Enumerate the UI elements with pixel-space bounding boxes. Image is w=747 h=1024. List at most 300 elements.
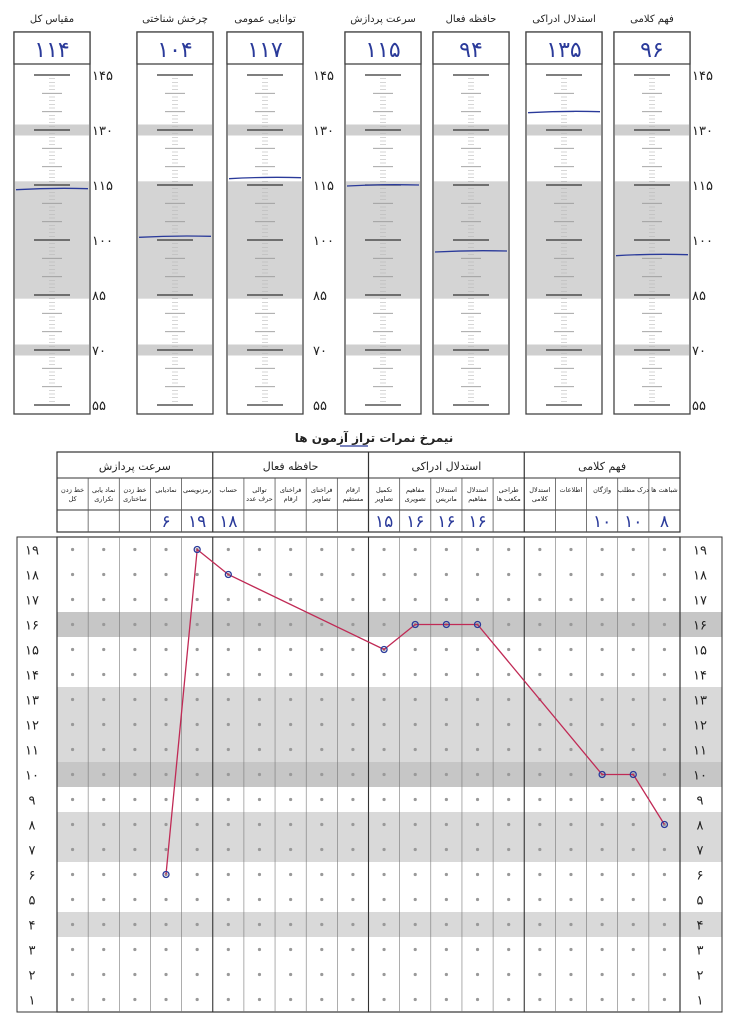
grid-dot bbox=[569, 748, 572, 751]
grid-dot bbox=[476, 948, 479, 951]
grid-dot bbox=[569, 848, 572, 851]
grid-dot bbox=[196, 573, 199, 576]
grid-dot bbox=[320, 948, 323, 951]
grid-dot bbox=[102, 948, 105, 951]
grid-dot bbox=[351, 573, 354, 576]
row-label-right: ۱۸ bbox=[693, 568, 707, 584]
grid-dot bbox=[320, 598, 323, 601]
grid-dot bbox=[164, 923, 167, 926]
row-label-right: ۸ bbox=[696, 818, 704, 834]
grid-dot bbox=[538, 648, 541, 651]
grid-dot bbox=[71, 673, 74, 676]
column-title: چرخش شناختی bbox=[142, 14, 208, 25]
grid-dot bbox=[289, 898, 292, 901]
grid-dot bbox=[538, 623, 541, 626]
grid-dot bbox=[71, 623, 74, 626]
grid-dot bbox=[258, 823, 261, 826]
row-label-right: ۱۳ bbox=[693, 693, 707, 709]
row-label-left: ۳ bbox=[28, 943, 36, 959]
grid-dot bbox=[538, 848, 541, 851]
grid-dot bbox=[258, 748, 261, 751]
grid-dot bbox=[196, 698, 199, 701]
scale-label: ۱۳۰ bbox=[692, 124, 713, 139]
grid-dot bbox=[569, 923, 572, 926]
group-title: سرعت پردازش bbox=[98, 460, 171, 473]
subtest-label: واژگان bbox=[593, 486, 612, 494]
grid-dot bbox=[351, 598, 354, 601]
column-title: حافظه فعال bbox=[445, 14, 497, 25]
column-title: سرعت پردازش bbox=[350, 14, 416, 25]
grid-dot bbox=[445, 973, 448, 976]
score-value: ۹۶ bbox=[640, 38, 664, 63]
grid-dot bbox=[414, 923, 417, 926]
row-label-right: ۱۵ bbox=[693, 643, 707, 659]
grid-dot bbox=[227, 673, 230, 676]
grid-dot bbox=[538, 548, 541, 551]
grid-dot bbox=[538, 573, 541, 576]
grid-dot bbox=[601, 973, 604, 976]
grid-dot bbox=[663, 948, 666, 951]
grid-dot bbox=[507, 648, 510, 651]
grid-dot bbox=[632, 573, 635, 576]
grid-dot bbox=[569, 548, 572, 551]
grid-dot bbox=[320, 623, 323, 626]
grid-dot bbox=[102, 923, 105, 926]
grid-dot bbox=[476, 698, 479, 701]
grid-dot bbox=[133, 623, 136, 626]
shaded-row bbox=[57, 812, 722, 862]
grid-dot bbox=[476, 773, 479, 776]
grid-dot bbox=[601, 823, 604, 826]
subtest-label: توالی حرف عدد bbox=[246, 486, 273, 503]
grid-dot bbox=[320, 748, 323, 751]
row-label-left: ۱۸ bbox=[25, 568, 39, 584]
grid-dot bbox=[258, 798, 261, 801]
grid-dot bbox=[289, 923, 292, 926]
grid-dot bbox=[71, 848, 74, 851]
grid-dot bbox=[569, 623, 572, 626]
grid-dot bbox=[164, 848, 167, 851]
grid-dot bbox=[538, 773, 541, 776]
grid-dot bbox=[102, 698, 105, 701]
grid-dot bbox=[227, 998, 230, 1001]
grid-dot bbox=[71, 573, 74, 576]
scale-label: ۷۰ bbox=[313, 344, 327, 359]
grid-dot bbox=[507, 948, 510, 951]
score-value: ۹۴ bbox=[459, 38, 483, 63]
grid-dot bbox=[382, 948, 385, 951]
grid-dot bbox=[632, 698, 635, 701]
row-label-left: ۱ bbox=[28, 993, 36, 1009]
grid-dot bbox=[164, 948, 167, 951]
grid-dot bbox=[507, 848, 510, 851]
grid-dot bbox=[569, 698, 572, 701]
grid-dot bbox=[227, 623, 230, 626]
grid-dot bbox=[476, 798, 479, 801]
grid-dot bbox=[632, 798, 635, 801]
grid-dot bbox=[382, 798, 385, 801]
grid-dot bbox=[258, 573, 261, 576]
grid-dot bbox=[382, 548, 385, 551]
grid-dot bbox=[507, 623, 510, 626]
grid-dot bbox=[601, 548, 604, 551]
column-title: فهم کلامی bbox=[630, 14, 674, 25]
grid-dot bbox=[382, 998, 385, 1001]
row-label-right: ۱۶ bbox=[693, 618, 707, 634]
subtest-label: حساب bbox=[219, 486, 238, 494]
grid-dot bbox=[476, 848, 479, 851]
grid-dot bbox=[476, 573, 479, 576]
row-label-left: ۱۶ bbox=[25, 618, 39, 634]
grid-dot bbox=[258, 648, 261, 651]
grid-dot bbox=[133, 748, 136, 751]
grid-dot bbox=[601, 923, 604, 926]
grid-dot bbox=[164, 698, 167, 701]
grid-dot bbox=[196, 748, 199, 751]
row-label-left: ۱۷ bbox=[25, 593, 39, 609]
scale-label: ۵۵ bbox=[313, 399, 327, 414]
grid-dot bbox=[663, 798, 666, 801]
grid-dot bbox=[414, 748, 417, 751]
grid-dot bbox=[133, 998, 136, 1001]
scale-label: ۱۴۵ bbox=[92, 69, 113, 84]
grid-dot bbox=[133, 973, 136, 976]
grid-dot bbox=[258, 698, 261, 701]
score-value: ۱۱۵ bbox=[365, 38, 401, 63]
score-value: ۱۰۴ bbox=[157, 38, 193, 63]
grid-dot bbox=[445, 698, 448, 701]
grid-dot bbox=[227, 923, 230, 926]
row-label-right: ۴ bbox=[696, 918, 704, 934]
grid-dot bbox=[133, 548, 136, 551]
grid-dot bbox=[507, 798, 510, 801]
row-label-left: ۱۳ bbox=[25, 693, 39, 709]
grid-dot bbox=[133, 848, 136, 851]
subtest-label: مفاهیم تصویری bbox=[404, 486, 426, 503]
grid-dot bbox=[351, 698, 354, 701]
grid-dot bbox=[102, 873, 105, 876]
row-label-left: ۹ bbox=[28, 793, 36, 809]
grid-dot bbox=[569, 948, 572, 951]
scale-label: ۸۵ bbox=[92, 289, 106, 304]
grid-dot bbox=[258, 973, 261, 976]
row-label-right: ۹ bbox=[696, 793, 704, 809]
grid-dot bbox=[445, 573, 448, 576]
row-label-right: ۲ bbox=[696, 968, 704, 984]
grid-dot bbox=[351, 898, 354, 901]
grid-dot bbox=[663, 873, 666, 876]
grid-dot bbox=[133, 573, 136, 576]
grid-dot bbox=[632, 873, 635, 876]
subtest-score: ۱۶ bbox=[406, 512, 425, 532]
grid-dot bbox=[507, 698, 510, 701]
grid-dot bbox=[71, 723, 74, 726]
grid-dot bbox=[164, 998, 167, 1001]
grid-dot bbox=[632, 998, 635, 1001]
grid-dot bbox=[351, 923, 354, 926]
grid-dot bbox=[351, 648, 354, 651]
grid-dot bbox=[351, 673, 354, 676]
grid-dot bbox=[507, 673, 510, 676]
grid-dot bbox=[507, 973, 510, 976]
grid-dot bbox=[414, 648, 417, 651]
grid-dot bbox=[289, 823, 292, 826]
grid-dot bbox=[663, 673, 666, 676]
grid-dot bbox=[382, 898, 385, 901]
scale-label: ۱۴۵ bbox=[692, 69, 713, 84]
subtest-score: ۱۰ bbox=[592, 512, 612, 532]
grid-dot bbox=[507, 598, 510, 601]
grid-dot bbox=[663, 548, 666, 551]
grid-dot bbox=[601, 698, 604, 701]
subtest-score: ۱۵ bbox=[374, 512, 394, 532]
grid-dot bbox=[196, 598, 199, 601]
grid-dot bbox=[601, 648, 604, 651]
grid-dot bbox=[227, 723, 230, 726]
grid-dot bbox=[164, 548, 167, 551]
grid-dot bbox=[164, 673, 167, 676]
scale-label: ۱۰۰ bbox=[692, 234, 713, 249]
grid-dot bbox=[102, 773, 105, 776]
grid-dot bbox=[71, 873, 74, 876]
grid-dot bbox=[164, 598, 167, 601]
grid-dot bbox=[351, 873, 354, 876]
subtest-label: استدلال ماتریس bbox=[435, 486, 457, 503]
grid-dot bbox=[227, 798, 230, 801]
grid-dot bbox=[632, 898, 635, 901]
grid-dot bbox=[102, 723, 105, 726]
grid-dot bbox=[258, 998, 261, 1001]
grid-dot bbox=[414, 823, 417, 826]
profile-title: نیمرخ نمرات تراز آزمون ها bbox=[294, 431, 454, 445]
grid-dot bbox=[414, 573, 417, 576]
shaded-row bbox=[57, 912, 722, 937]
grid-dot bbox=[289, 548, 292, 551]
grid-dot bbox=[351, 773, 354, 776]
grid-dot bbox=[569, 598, 572, 601]
grid-dot bbox=[569, 648, 572, 651]
grid-dot bbox=[382, 748, 385, 751]
grid-dot bbox=[507, 898, 510, 901]
group-title: فهم کلامی bbox=[578, 460, 627, 473]
grid-dot bbox=[258, 548, 261, 551]
grid-dot bbox=[71, 748, 74, 751]
grid-dot bbox=[507, 773, 510, 776]
grid-dot bbox=[382, 623, 385, 626]
subtest-label: نماد یابی تکراری bbox=[91, 486, 116, 503]
grid-dot bbox=[320, 923, 323, 926]
grid-dot bbox=[320, 898, 323, 901]
grid-dot bbox=[351, 623, 354, 626]
grid-dot bbox=[289, 623, 292, 626]
grid-dot bbox=[258, 923, 261, 926]
row-label-right: ۱۴ bbox=[693, 668, 707, 684]
grid-dot bbox=[227, 973, 230, 976]
scale-label: ۱۴۵ bbox=[313, 69, 334, 84]
grid-dot bbox=[196, 723, 199, 726]
grid-dot bbox=[351, 798, 354, 801]
grid-dot bbox=[445, 798, 448, 801]
grid-dot bbox=[632, 673, 635, 676]
grid-dot bbox=[289, 573, 292, 576]
grid-dot bbox=[102, 898, 105, 901]
row-label-right: ۶ bbox=[696, 868, 704, 884]
subtest-label: درک مطلب bbox=[617, 486, 649, 494]
grid-dot bbox=[476, 898, 479, 901]
grid-dot bbox=[601, 873, 604, 876]
grid-dot bbox=[632, 648, 635, 651]
grid-dot bbox=[320, 973, 323, 976]
grid-dot bbox=[320, 698, 323, 701]
column-title: مقیاس کل bbox=[29, 14, 75, 25]
grid-dot bbox=[538, 673, 541, 676]
grid-dot bbox=[289, 698, 292, 701]
scale-label: ۱۳۰ bbox=[313, 124, 334, 139]
grid-dot bbox=[445, 948, 448, 951]
subtest-score: ۸ bbox=[659, 512, 669, 532]
grid-dot bbox=[289, 598, 292, 601]
grid-dot bbox=[164, 898, 167, 901]
grid-dot bbox=[538, 948, 541, 951]
grid-dot bbox=[164, 573, 167, 576]
grid-dot bbox=[164, 798, 167, 801]
grid-dot bbox=[133, 773, 136, 776]
scale-label: ۱۱۵ bbox=[92, 179, 113, 194]
grid-dot bbox=[164, 723, 167, 726]
row-label-left: ۱۵ bbox=[25, 643, 39, 659]
grid-dot bbox=[476, 648, 479, 651]
grid-dot bbox=[445, 873, 448, 876]
subtest-label: رمزنویسی bbox=[182, 486, 212, 494]
row-label-left: ۷ bbox=[28, 843, 36, 859]
grid-dot bbox=[507, 823, 510, 826]
grid-dot bbox=[71, 773, 74, 776]
subtest-label: ارقام مستقیم bbox=[342, 486, 364, 503]
scale-label: ۸۵ bbox=[313, 289, 327, 304]
grid-dot bbox=[133, 873, 136, 876]
grid-dot bbox=[507, 873, 510, 876]
grid-dot bbox=[102, 998, 105, 1001]
grid-dot bbox=[71, 948, 74, 951]
grid-dot bbox=[601, 998, 604, 1001]
grid-dot bbox=[445, 923, 448, 926]
grid-dot bbox=[196, 648, 199, 651]
grid-dot bbox=[663, 773, 666, 776]
subtest-label: استدلال مفاهیم bbox=[466, 486, 489, 503]
subtest-score: ۱۰ bbox=[624, 512, 643, 532]
grid-dot bbox=[289, 873, 292, 876]
group-title: حافظه فعال bbox=[262, 460, 319, 473]
grid-dot bbox=[351, 998, 354, 1001]
grid-dot bbox=[227, 748, 230, 751]
grid-dot bbox=[663, 848, 666, 851]
grid-dot bbox=[289, 748, 292, 751]
grid-dot bbox=[351, 973, 354, 976]
grid-dot bbox=[445, 648, 448, 651]
scale-label: ۷۰ bbox=[692, 344, 706, 359]
grid-dot bbox=[320, 848, 323, 851]
column-title: استدلال ادراکی bbox=[532, 14, 596, 25]
grid-dot bbox=[102, 673, 105, 676]
row-label-right: ۱۲ bbox=[693, 718, 707, 734]
grid-dot bbox=[258, 723, 261, 726]
subtest-score: ۱۶ bbox=[437, 512, 456, 532]
grid-dot bbox=[71, 798, 74, 801]
grid-dot bbox=[320, 573, 323, 576]
grid-dot bbox=[196, 773, 199, 776]
grid-dot bbox=[164, 748, 167, 751]
grid-dot bbox=[663, 973, 666, 976]
grid-dot bbox=[320, 773, 323, 776]
grid-dot bbox=[102, 823, 105, 826]
grid-dot bbox=[258, 848, 261, 851]
grid-dot bbox=[632, 548, 635, 551]
grid-dot bbox=[663, 648, 666, 651]
grid-dot bbox=[227, 823, 230, 826]
grid-dot bbox=[71, 598, 74, 601]
grid-dot bbox=[102, 573, 105, 576]
grid-dot bbox=[569, 823, 572, 826]
scale-label: ۱۰۰ bbox=[313, 234, 334, 249]
grid-dot bbox=[102, 548, 105, 551]
subtest-label: تکمیل تصاویر bbox=[375, 486, 394, 503]
row-label-right: ۱۰ bbox=[693, 768, 707, 784]
subtest-label: خط زدن کل bbox=[61, 486, 85, 503]
grid-dot bbox=[133, 723, 136, 726]
row-label-left: ۱۴ bbox=[25, 668, 39, 684]
grid-dot bbox=[414, 873, 417, 876]
grid-dot bbox=[258, 948, 261, 951]
grid-dot bbox=[538, 873, 541, 876]
grid-dot bbox=[507, 998, 510, 1001]
grid-dot bbox=[289, 998, 292, 1001]
row-label-right: ۱۱ bbox=[693, 743, 707, 759]
grid-dot bbox=[71, 548, 74, 551]
row-label-right: ۱ bbox=[696, 993, 704, 1009]
subtest-label: نمادیابی bbox=[155, 486, 177, 494]
grid-dot bbox=[476, 673, 479, 676]
subtest-score: ۱۶ bbox=[468, 512, 487, 532]
grid-dot bbox=[227, 648, 230, 651]
grid-dot bbox=[289, 723, 292, 726]
grid-dot bbox=[133, 798, 136, 801]
grid-dot bbox=[351, 823, 354, 826]
grid-dot bbox=[164, 773, 167, 776]
grid-dot bbox=[196, 823, 199, 826]
row-label-left: ۲ bbox=[28, 968, 36, 984]
grid-dot bbox=[414, 898, 417, 901]
grid-dot bbox=[320, 673, 323, 676]
grid-dot bbox=[507, 748, 510, 751]
grid-dot bbox=[414, 723, 417, 726]
grid-dot bbox=[320, 648, 323, 651]
grid-dot bbox=[538, 598, 541, 601]
grid-dot bbox=[476, 873, 479, 876]
row-label-left: ۵ bbox=[28, 893, 36, 909]
grid-dot bbox=[414, 548, 417, 551]
grid-dot bbox=[476, 598, 479, 601]
grid-dot bbox=[414, 598, 417, 601]
grid-dot bbox=[196, 848, 199, 851]
grid-dot bbox=[102, 623, 105, 626]
grid-dot bbox=[414, 848, 417, 851]
grid-dot bbox=[476, 923, 479, 926]
grid-dot bbox=[663, 923, 666, 926]
grid-dot bbox=[632, 848, 635, 851]
grid-dot bbox=[538, 898, 541, 901]
row-label-left: ۱۱ bbox=[25, 743, 39, 759]
grid-dot bbox=[227, 898, 230, 901]
